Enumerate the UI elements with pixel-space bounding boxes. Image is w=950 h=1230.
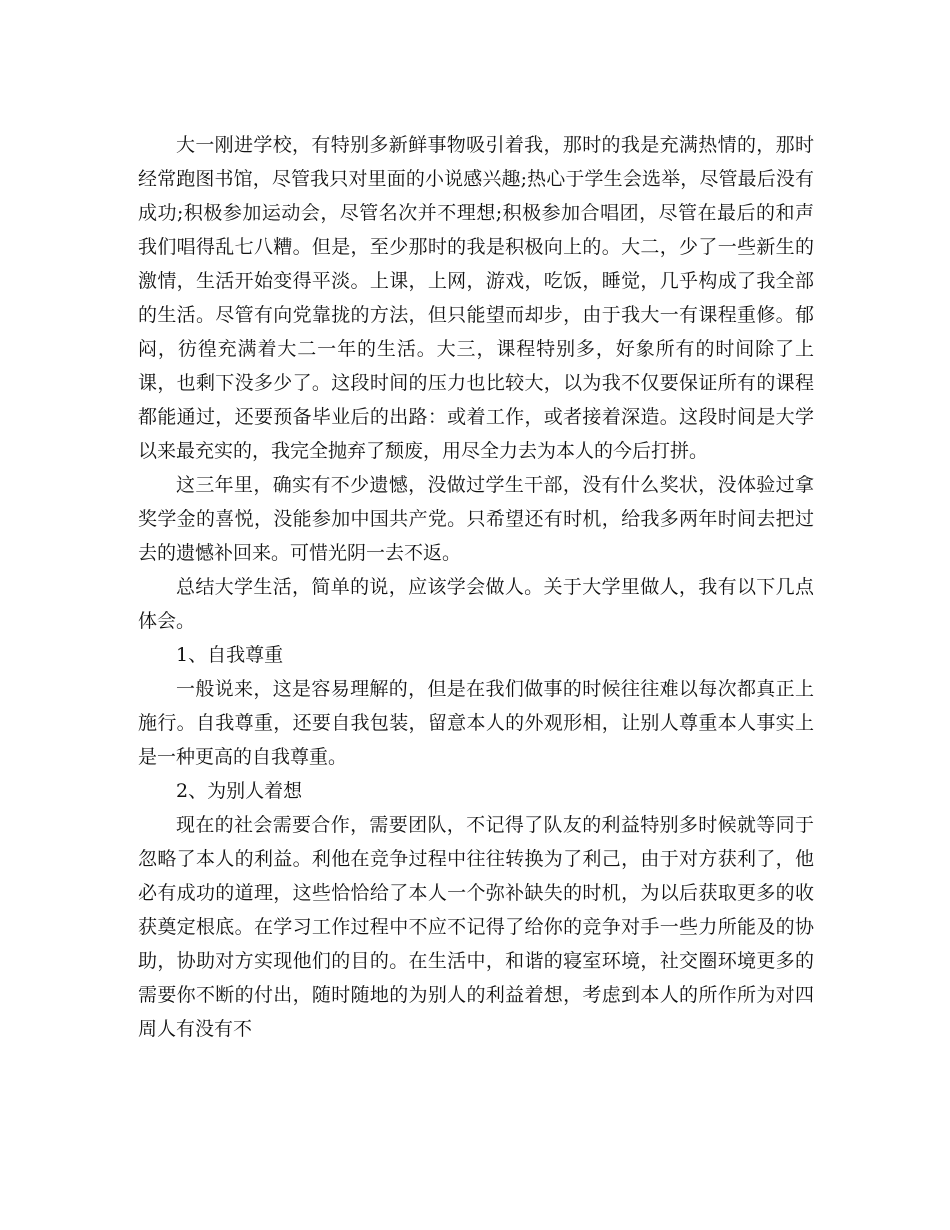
paragraph-regrets: 这三年里，确实有不少遗憾，没做过学生干部，没有什么奖状，没体验过拿奖学金的喜悦，没能参加中国共产党。只希望还有时机，给我多两年时间去把过去的遗憾补回来。可惜光阴一去不返。 bbox=[138, 474, 814, 564]
paragraph-summary: 总结大学生活，简单的说，应该学会做人。关于大学里做人，我有以下几点体会。 bbox=[138, 576, 814, 632]
document-body bbox=[138, 128, 814, 1046]
paragraph-think-of-others: 现在的社会需要合作，需要团队，不记得了队友的利益特别多时候就等同于忽略了本人的利益。利他在竞争过程中往往转换为了利己，由于对方获利了，他必有成功的道理，这些恰恰给了本人一个弥补缺失的时机，为以后获取更多的收获奠定根底。在学习工作过程中不应不记得了给你的竞争对手一些力所能及的协助，协助对方实现他们的目的。在生活中，和谐的寝室环境，社交圈环境更多的需要你不断的付出，随时随地的为别人的利益着想，考虑到本人的所作所为对四周人有没有不 bbox=[138, 814, 814, 1040]
paragraph-college-years: 大一刚进学校，有特别多新鲜事物吸引着我，那时的我是充满热情的，那时经常跑图书馆，尽管我只对里面的小说感兴趣;热心于学生会选举，尽管最后没有成功;积极参加运动会，尽管名次并不理想;积极参加合唱团，尽管在最后的和声我们唱得乱七八糟。但是，至少那时的我是积极向上的。大二，少了一些新生的激情，生活开始变得平淡。上课，上网，游戏，吃饭，睡觉，几乎构成了我全部的生活。尽管有向党靠拢的方法，但只能望而却步，由于我大一有课程重修。郁闷，彷徨充满着大二一年的生活。大三，课程特别多，好象所有的时间除了上课，也剩下没多少了。这段时间的压力也比较大，以为我不仅要保证所有的课程都能通过，还要预备毕业后的出路：或着工作，或者接着深造。这段时间是大学以来最充实的，我完全抛弃了颓废，用尽全力去为本人的今后打拼。 bbox=[138, 134, 814, 462]
section-heading-self-respect: 1、自我尊重 bbox=[176, 644, 284, 666]
paragraph-self-respect: 一般说来，这是容易理解的，但是在我们做事的时候往往难以每次都真正上施行。自我尊重，还要自我包装，留意本人的外观形相，让别人尊重本人事实上是一种更高的自我尊重。 bbox=[138, 678, 814, 768]
section-heading-think-of-others: 2、为别人着想 bbox=[176, 780, 303, 802]
